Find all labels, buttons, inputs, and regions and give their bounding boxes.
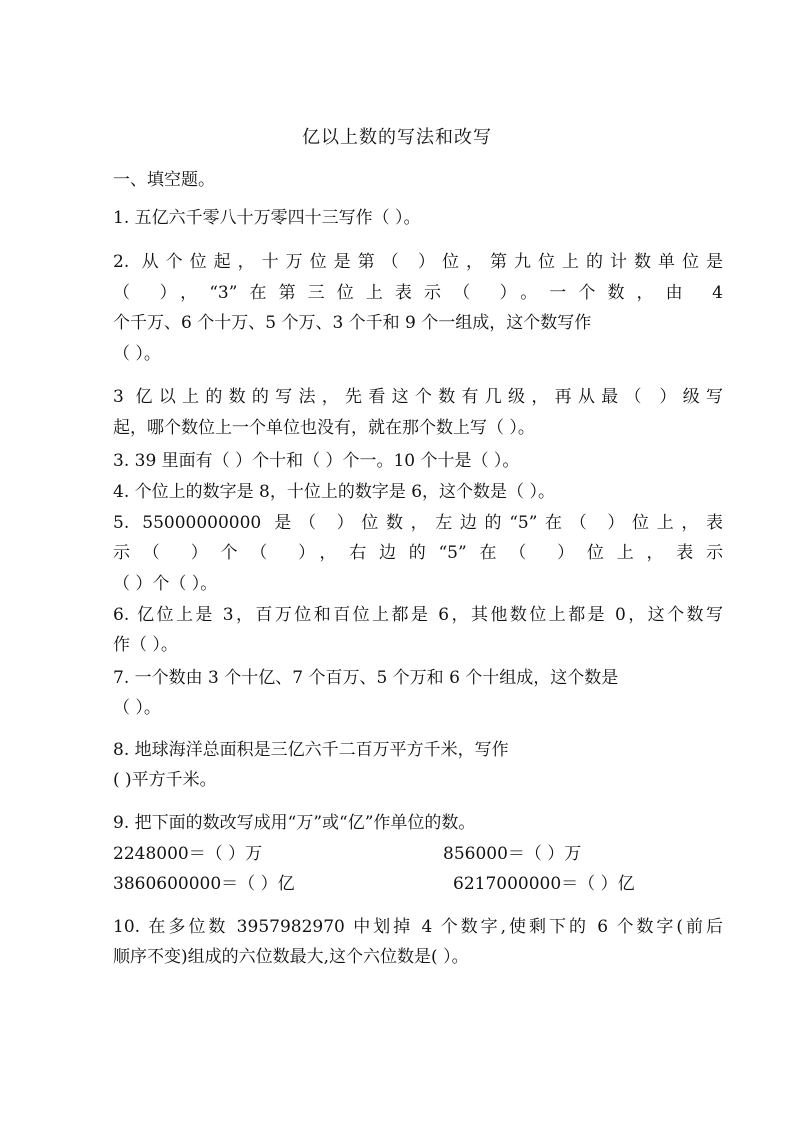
question-10-line-1: 10. 在多位数 3957982970 中划掉 4 个数字,使剩下的 6 个数字(前后 [113,917,723,937]
question-6-line-1: 6. 亿位上是 3，百万位和百位上都是 6，其他数位上都是 0，这个数写 [113,605,723,625]
rule-text-line-1: 3 亿以上的数的写法，先看这个数有几级，再从最（ ）级写 [113,387,723,407]
question-2-line-3: 个千万、6 个十万、5 个万、3 个千和 9 个一组成，这个数写作 [113,313,592,333]
question-5-line-3: （ ）个（ ）。 [113,574,218,594]
question-1: 1. 五亿六千零八十万零四十三写作（ ）。 [113,208,421,228]
question-3: 3. 39 里面有（ ）个十和（ ）个一。10 个十是（ ）。 [113,451,520,471]
question-4: 4. 个位上的数字是 8，十位上的数字是 6，这个数是（ ）。 [113,482,555,502]
conversion-4: 6217000000＝（ ）亿 [453,874,635,894]
question-8-line-1: 8. 地球海洋总面积是三亿六千二百万平方千米，写作 [113,740,509,760]
question-7-line-1: 7. 一个数由 3 个十亿、7 个百万、5 个万和 6 个十组成，这个数是 [113,668,619,688]
question-7-line-2: （ ）。 [113,698,161,718]
question-10-line-2: 顺序不变)组成的六位数最大,这个六位数是( ）。 [113,947,469,967]
conversion-3: 3860600000＝（ ）亿 [113,874,295,894]
question-9: 9. 把下面的数改写成用“万”或“亿”作单位的数。 [113,813,476,833]
rule-text-line-2: 起，哪个数位上一个单位也没有，就在那个数上写（ ）。 [113,418,535,438]
question-5-line-2: 示（ ）个（ ），右边的“5”在（ ）位上，表示 [113,543,723,563]
question-2-line-2: （ ），“3”在第三位上表示（ ）。一个数，由 4 [113,283,723,303]
question-6-line-2: 作（ ）。 [113,635,178,655]
page-title: 亿以上数的写法和改写 [302,127,492,148]
question-2-line-4: （ ）。 [113,344,161,364]
conversion-1: 2248000＝（ ）万 [113,844,263,864]
question-2-line-1: 2. 从个位起，十万位是第（ ）位，第九位上的计数单位是 [113,252,723,272]
question-8-line-2: ( )平方千米。 [113,770,217,790]
question-5-line-1: 5. 55000000000 是（ ）位数，左边的“5”在（ ）位上，表 [113,513,723,533]
section-heading: 一、填空题。 [113,170,215,190]
conversion-2: 856000＝（ ）万 [443,844,582,864]
